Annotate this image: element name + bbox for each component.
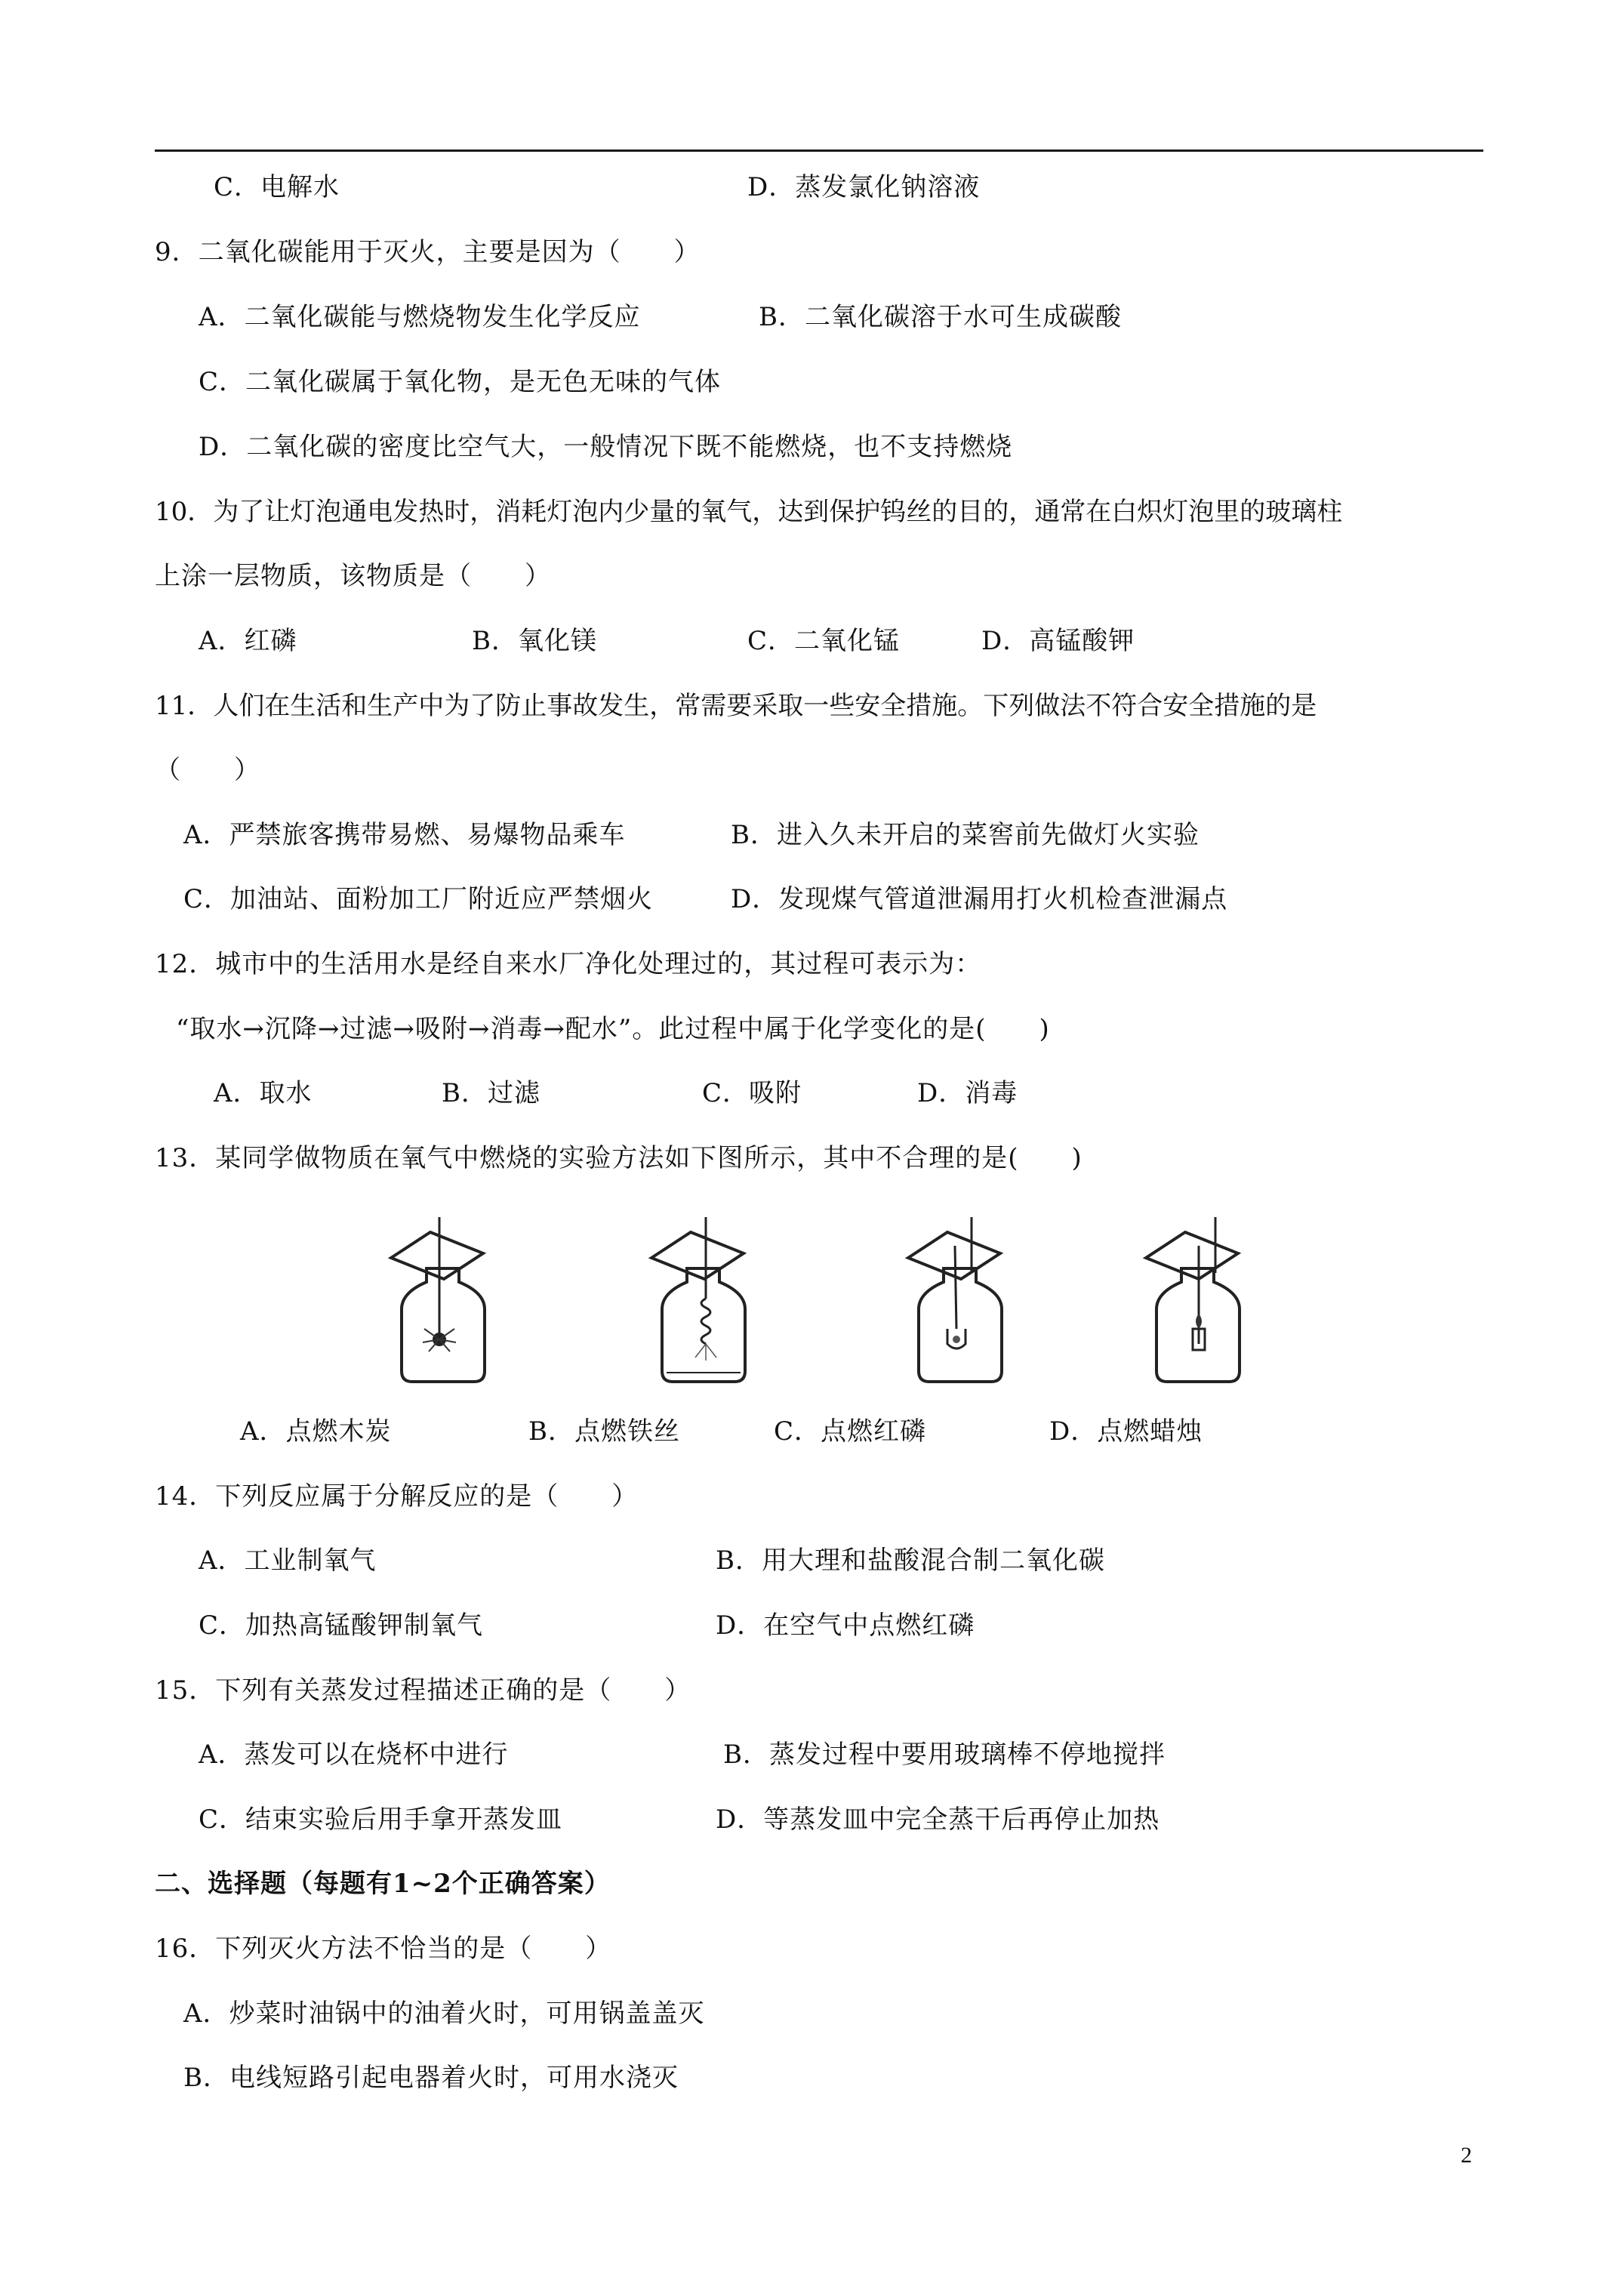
- option-q14-a: A．工业制氧气: [199, 1546, 377, 1576]
- question-10-line1: 10．为了让灯泡通电发热时，消耗灯泡内少量的氧气，达到保护钨丝的目的，通常在白炽灯泡里的玻璃柱: [155, 497, 1343, 527]
- option-q12-d: D．消毒: [917, 1078, 1018, 1108]
- question-12-line1: 12．城市中的生活用水是经自来水厂净化处理过的，其过程可表示为：: [155, 949, 982, 979]
- option-q12-b: B．过滤: [442, 1078, 540, 1108]
- option-q13-c: C．点燃红磷: [774, 1416, 927, 1447]
- header-rule: [155, 149, 1483, 152]
- option-q15-b: B．蒸发过程中要用玻璃棒不停地搅拌: [723, 1740, 1166, 1770]
- question-16: 16．下列灭火方法不恰当的是（ ）: [155, 1934, 612, 1964]
- option-q10-a: A．红磷: [199, 626, 297, 656]
- option-q13-d: D．点燃蜡烛: [1049, 1416, 1203, 1447]
- option-q8-c: C．电解水: [214, 172, 340, 202]
- option-q15-a: A．蒸发可以在烧杯中进行: [199, 1740, 509, 1770]
- figure-jar-iron-wire: [645, 1216, 759, 1389]
- option-q12-a: A．取水: [214, 1078, 313, 1108]
- option-q11-c: C．加油站、面粉加工厂附近应严禁烟火: [183, 884, 654, 914]
- question-9: 9．二氧化碳能用于灭火，主要是因为（ ）: [155, 237, 701, 267]
- jar-charcoal-drawing: [385, 1216, 498, 1389]
- question-12-line2: “取水→沉降→过滤→吸附→消毒→配水”。此过程中属于化学变化的是( ): [176, 1014, 1050, 1044]
- option-q10-d: D．高锰酸钾: [981, 626, 1135, 656]
- question-10-line2: 上涂一层物质，该物质是（ ）: [155, 561, 551, 591]
- option-q9-b: B．二氧化碳溶于水可生成碳酸: [759, 302, 1122, 332]
- option-q13-b: B．点燃铁丝: [528, 1416, 680, 1447]
- option-q15-d: D．等蒸发皿中完全蒸干后再停止加热: [716, 1804, 1160, 1835]
- page-number: 2: [1461, 2143, 1472, 2168]
- question-11-line2: （ ）: [155, 755, 260, 785]
- question-11-line1: 11．人们在生活和生产中为了防止事故发生，常需要采取一些安全措施。下列做法不符合安全措施的是: [155, 691, 1317, 721]
- section-heading-2: 二、选择题（每题有1~2个正确答案）: [155, 1869, 611, 1899]
- option-q12-c: C．吸附: [702, 1078, 802, 1108]
- option-q9-c: C．二氧化碳属于氧化物，是无色无味的气体: [199, 367, 722, 397]
- option-q9-a: A．二氧化碳能与燃烧物发生化学反应: [199, 302, 641, 332]
- question-14: 14．下列反应属于分解反应的是（ ）: [155, 1481, 639, 1512]
- figure-jar-red-phosphorus: [902, 1216, 1015, 1389]
- option-q15-c: C．结束实验后用手拿开蒸发皿: [199, 1804, 563, 1835]
- option-q16-a: A．炒菜时油锅中的油着火时，可用锅盖盖灭: [183, 1999, 705, 2029]
- option-q8-d: D．蒸发氯化钠溶液: [747, 172, 981, 202]
- option-q14-d: D．在空气中点燃红磷: [716, 1610, 975, 1641]
- option-q13-a: A．点燃木炭: [240, 1416, 392, 1447]
- jar-iron-wire-drawing: [645, 1216, 759, 1389]
- option-q16-b: B．电线短路引起电器着火时，可用水浇灭: [183, 2063, 679, 2093]
- option-q11-a: A．严禁旅客携带易燃、易爆物品乘车: [183, 820, 626, 850]
- jar-red-phosphorus-drawing: [902, 1216, 1015, 1389]
- option-q10-b: B．氧化镁: [472, 626, 597, 656]
- figure-jar-candle: [1140, 1216, 1253, 1389]
- question-15: 15．下列有关蒸发过程描述正确的是（ ）: [155, 1675, 691, 1706]
- option-q9-d: D．二氧化碳的密度比空气大，一般情况下既不能燃烧，也不支持燃烧: [199, 432, 1013, 462]
- figure-jar-charcoal: [385, 1216, 498, 1389]
- option-q14-c: C．加热高锰酸钾制氧气: [199, 1610, 484, 1641]
- option-q14-b: B．用大理和盐酸混合制二氧化碳: [716, 1546, 1105, 1576]
- option-q11-b: B．进入久未开启的菜窖前先做灯火实验: [731, 820, 1200, 850]
- question-13: 13．某同学做物质在氧气中燃烧的实验方法如下图所示，其中不合理的是( ): [155, 1143, 1083, 1173]
- jar-candle-drawing: [1140, 1216, 1253, 1389]
- option-q10-c: C．二氧化锰: [747, 626, 901, 656]
- option-q11-d: D．发现煤气管道泄漏用打火机检查泄漏点: [731, 884, 1228, 914]
